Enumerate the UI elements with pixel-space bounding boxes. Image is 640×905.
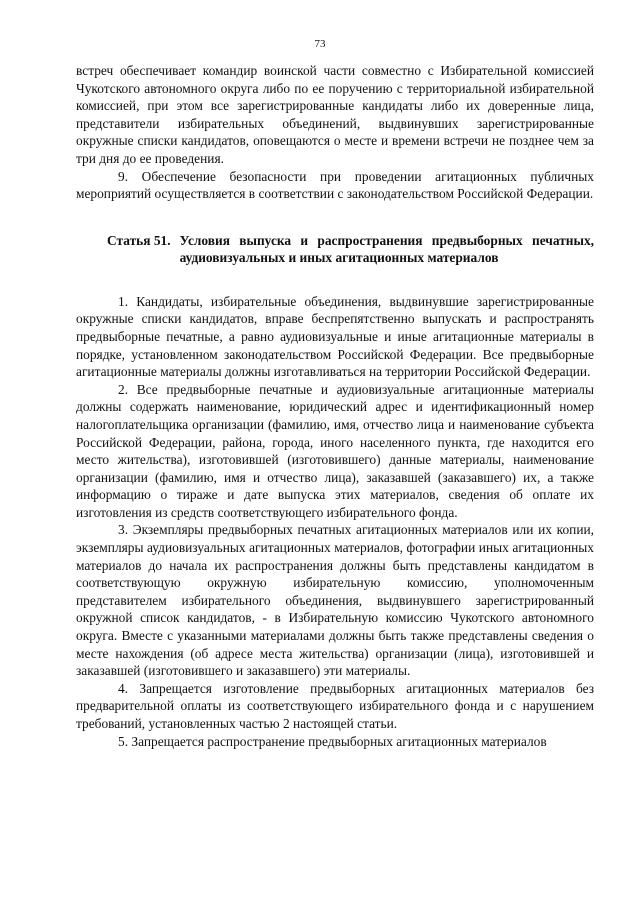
paragraph-item-5: 5. Запрещается распространение предвыборных агитационных материалов: [118, 733, 547, 749]
article-title: Условия выпуска и распространения предвыборных печатных, аудиовизуальных и иных агитационных материалов: [179, 232, 594, 265]
paragraph-item-3: 3. Экземпляры предвыборных печатных агитационных материалов или их копии, экземпляры аудиовизуальных агитационных материалов, фотографии иных агитационных материалов до начала их распространения должны быть представлены кандидатом в соответствующую окружную избирательную комиссию, уполномоченным представителем избирательного объединения, выдвинувшего зарегистрированный окружной список кандидатов, - в Избирательную комиссию Чукотского автономного округа. Вместе с указанными материалами должны быть также представлены сведения о месте нахождения (об адресе места жительства) организации (лица), изготовившей и заказавшей (изготовившего и заказавшего) эти материалы.: [76, 522, 594, 679]
page-number: 73: [314, 38, 326, 50]
paragraph-continued: встреч обеспечивает командир воинской части совместно с Избирательной комиссией Чукотского автономного округа либо по ее поручению с территориальной избирательной комиссией, при этом все зарегистрированные кандидаты либо их доверенные лица, представители избирательных объединений, выдвинувших зарегистрированные окружные списки кандидатов, оповещаются о месте и времени встречи не позднее чем за три дня до ее проведения.: [76, 63, 594, 166]
paragraph-item-4: 4. Запрещается изготовление предвыборных агитационных материалов без предварительной оплаты из соответствующего избирательного фонда и с нарушением требований, установленных частью 2 настоящей статьи.: [76, 680, 594, 731]
document-body: [76, 62, 594, 750]
article-heading: [76, 232, 594, 266]
paragraph-item-2: 2. Все предвыборные печатные и аудиовизуальные агитационные материалы должны содержать наименование, юридический адрес и идентификационный номер налогоплательщика организации (фамилию, имя, отчество лица и наименование субъекта Российской Федерации, района, города, иного населенного пункта, где находится его место жительства), изготовившей (изготовившего) данные материалы, наименование организации (фамилию, имя и отчество лица), заказавшей (заказавшего) их, а также информацию о тираже и дате выпуска этих материалов, сведения об оплате их изготовления из средств соответствующего избирательного фонда.: [76, 381, 594, 520]
paragraph-item-9: 9. Обеспечение безопасности при проведении агитационных публичных мероприятий осуществляется в соответствии с законодательством Российской Федерации.: [76, 168, 594, 202]
paragraph-item-1: 1. Кандидаты, избирательные объединения, выдвинувшие зарегистрированные окружные списки кандидатов, вправе беспрепятственно выпускать и распространять предвыборные печатные, а равно аудиовизуальные и иные агитационные материалы в порядке, установленном законодательством Российской Федерации. Все предвыборные агитационные материалы должны изготавливаться на территории Российской Федерации.: [76, 293, 594, 380]
article-number: Статья 51.: [107, 232, 171, 248]
